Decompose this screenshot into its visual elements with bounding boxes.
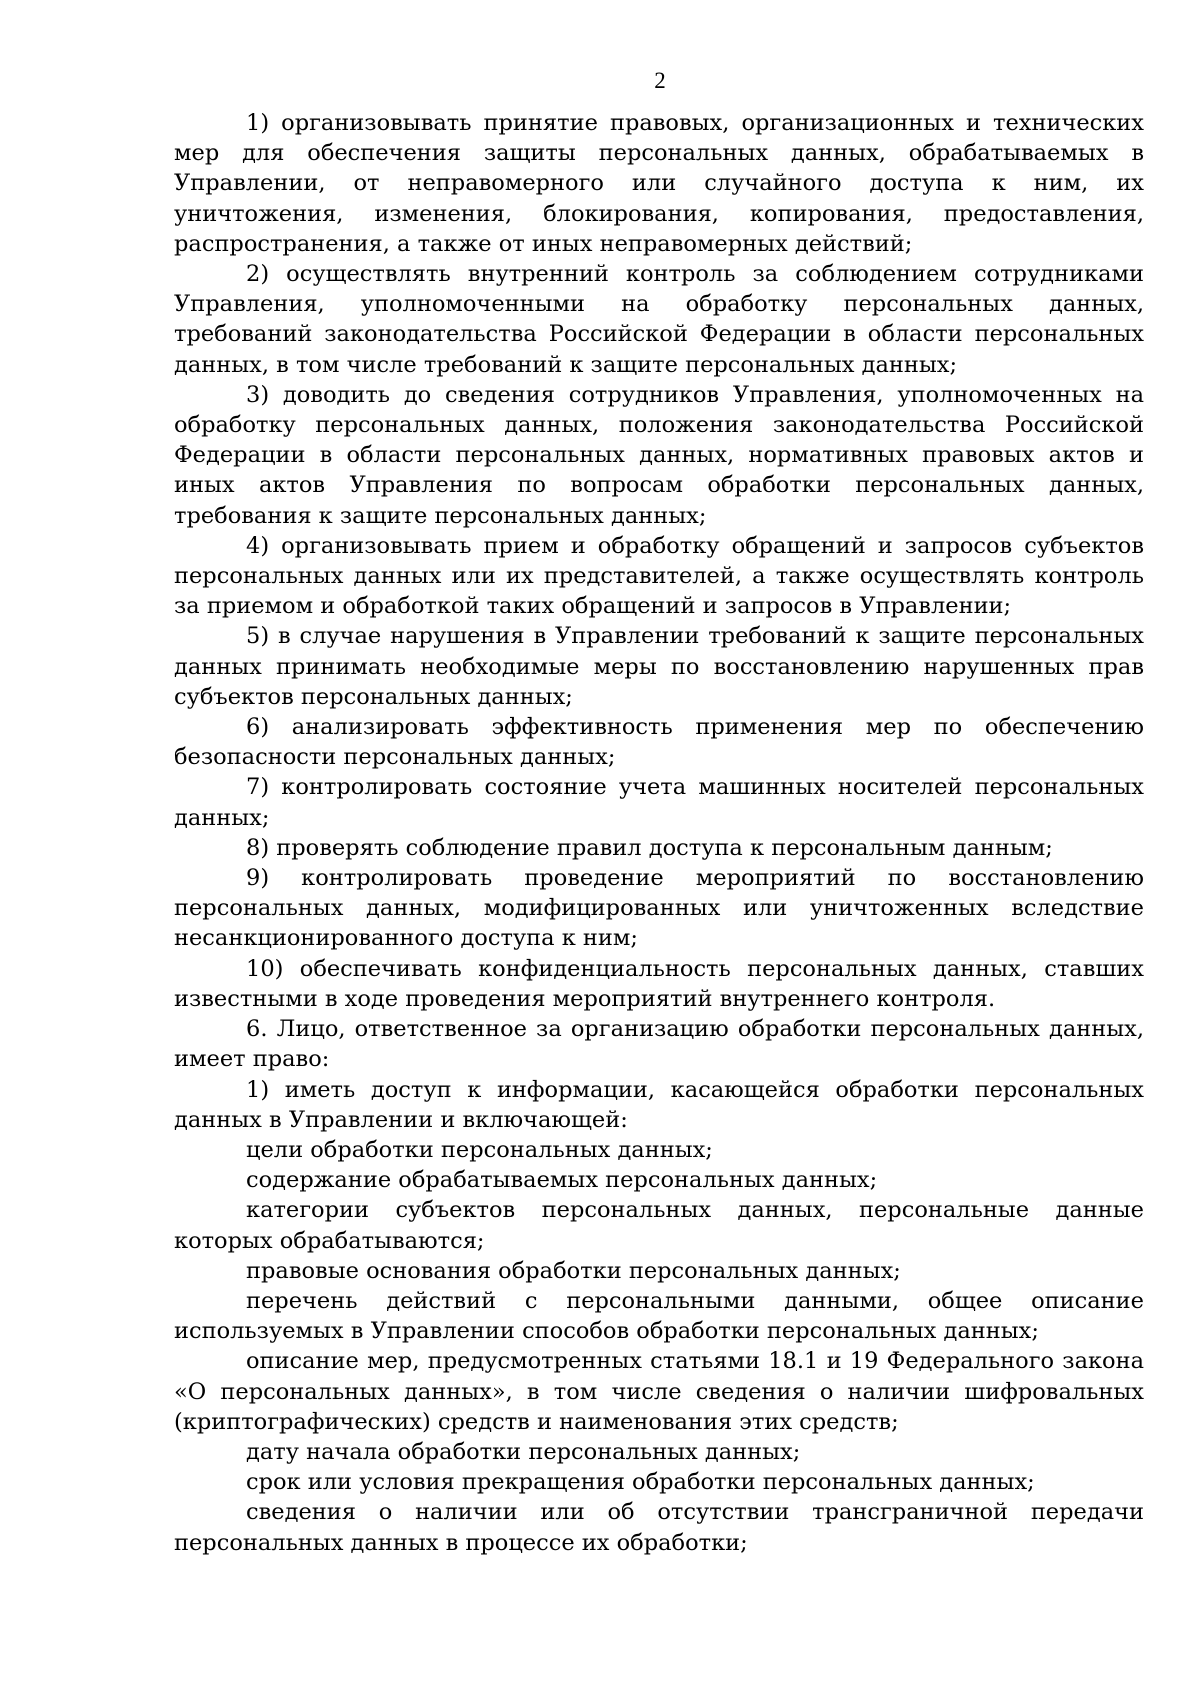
paragraph-1-10: 10) обеспечивать конфиденциальность персональных данных, ставших известными в ходе проведения мероприятий внутреннего контроля. [174,955,1144,1012]
list-item-actions: перечень действий с персональными данными, общее описание используемых в Управлении способов обработки персональных данных; [174,1287,1144,1345]
page-number: 2 [654,68,666,93]
list-item-content: содержание обрабатываемых персональных данных; [246,1167,878,1194]
list-item-legal-grounds: правовые основания обработки персональных данных; [246,1257,901,1284]
list-item-categories: категории субъектов персональных данных, персональные данные которых обрабатываются; [174,1197,1144,1254]
paragraph-1-6: 6) анализировать эффективность применения мер по обеспечению безопасности персональных данных; [174,714,1144,771]
section-6-heading: 6. Лицо, ответственное за организацию обработки персональных данных, имеет право: [174,1016,1144,1073]
paragraph-1-3: 3) доводить до сведения сотрудников Управления, уполномоченных на обработку персональных данных, положения законодательства Российской Федерации в области персональных данных, нормативных правовых актов и иных актов Управления по вопросам обработки персональных данных, требования к защите персональных данных; [174,381,1144,529]
paragraph-1-2: 2) осуществлять внутренний контроль за соблюдением сотрудниками Управления, уполномоченными на обработку персональных данных, требований законодательства Российской Федерации в области персональных данных, в том числе требований к защите персональных данных; [174,261,1144,378]
list-item-cross-border: сведения о наличии или об отсутствии трансграничной передачи персональных данных в процессе их обработки; [174,1499,1144,1556]
paragraph-6-1: 1) иметь доступ к информации, касающейся обработки персональных данных в Управлении и включающей: [174,1076,1144,1133]
paragraph-1-9: 9) контролировать проведение мероприятий по восстановлению персональных данных, модифицированных или уничтоженных вследствие несанкционированного доступа к ним; [174,865,1144,952]
list-item-goals: цели обработки персональных данных; [246,1136,713,1163]
list-item-start-date: дату начала обработки персональных данных; [246,1438,801,1465]
paragraph-1-5: 5) в случае нарушения в Управлении требований к защите персональных данных принимать необходимые меры по восстановлению нарушенных прав субъектов персональных данных; [174,623,1144,710]
document-body [174,108,1144,1558]
list-item-termination: срок или условия прекращения обработки персональных данных; [246,1469,1035,1496]
paragraph-1-1: 1) организовывать принятие правовых, организационных и технических мер для обеспечения защиты персональных данных, обрабатываемых в Управлении, от неправомерного или случайного доступа к ним, их уничтожения, изменения, блокирования, копирования, предоставления, распространения, а также от иных неправомерных действий; [174,110,1144,257]
paragraph-1-7: 7) контролировать состояние учета машинных носителей персональных данных; [174,774,1144,831]
paragraph-1-4: 4) организовывать прием и обработку обращений и запросов субъектов персональных данных или их представителей, а также осуществлять контроль за приемом и обработкой таких обращений и запросов в Управлении; [174,532,1144,620]
list-item-measures: описание мер, предусмотренных статьями 18.1 и 19 Федерального закона «О персональных данных», в том числе сведения о наличии шифровальных (криптографических) средств и наименования этих средств; [174,1348,1144,1435]
paragraph-1-8: 8) проверять соблюдение правил доступа к персональным данным; [246,834,1053,861]
